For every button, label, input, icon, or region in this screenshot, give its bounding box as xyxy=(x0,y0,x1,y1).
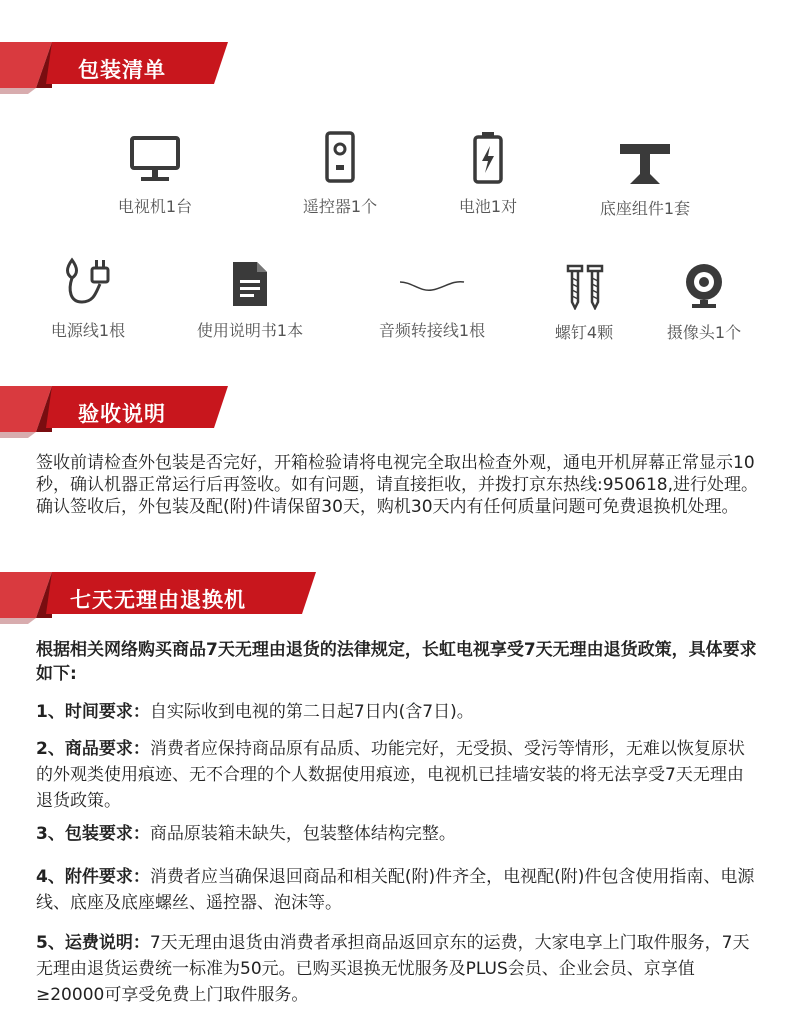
packing-item-label: 电视机1台 xyxy=(117,197,193,216)
packing-item-manual xyxy=(182,260,318,341)
section-banner-returns xyxy=(0,572,320,628)
return-rule-packaging xyxy=(36,822,760,846)
inspection-text: 签收前请检查外包装是否完好，开箱检验请将电视完全取出检查外观，通电开机屏幕正常显示10秒，确认机器正常运行后再签收。如有问题，请直接拒收，并拨打京东热线:950618,进行处理。确认签收后，外包装及配(附)件请保留30天，购机30天内有任何质量问题可免费退换机处理。 xyxy=(36,453,759,517)
rule-title: 4、附件要求： xyxy=(36,867,150,887)
packing-item-label: 遥控器1个 xyxy=(302,197,378,216)
packing-item-screws xyxy=(530,262,638,343)
section-banner-packing xyxy=(0,42,230,98)
packing-item-remote xyxy=(280,130,400,217)
section-title: 验收说明 xyxy=(78,402,166,426)
return-rule-product xyxy=(36,736,760,814)
rule-text: 商品原装箱未缺失，包装整体结构完整。 xyxy=(149,824,456,844)
packing-item-power-cord xyxy=(30,256,146,341)
section-title: 七天无理由退换机 xyxy=(70,588,246,612)
packing-item-label: 摄像头1个 xyxy=(666,323,742,342)
stand-icon xyxy=(616,138,674,186)
return-rule-time xyxy=(36,700,760,724)
battery-icon xyxy=(470,130,506,184)
rule-text: 消费者应保持商品原有品质、功能完好，无受损、受污等情形，无难以恢复原状的外观类使用痕迹、无不合理的个人数据使用痕迹，电视机已挂墙安装的将无法享受7天无理由退货政策。 xyxy=(36,739,745,811)
return-rule-shipping xyxy=(36,930,760,1008)
packing-item-tv xyxy=(95,134,215,217)
rule-title: 1、时间要求： xyxy=(36,702,150,722)
remote-icon xyxy=(323,130,357,184)
rule-title: 5、运费说明： xyxy=(36,933,150,953)
power-cord-icon xyxy=(60,256,116,308)
section-title: 包装清单 xyxy=(78,58,166,82)
camera-icon xyxy=(681,260,727,310)
returns-intro xyxy=(36,638,760,686)
audio-cable-icon xyxy=(396,262,468,308)
return-rule-accessories xyxy=(36,864,760,916)
packing-item-battery xyxy=(430,130,546,217)
packing-item-label: 音频转接线1根 xyxy=(378,321,486,340)
packing-item-label: 电池1对 xyxy=(458,197,518,216)
section-banner-inspection xyxy=(0,386,230,442)
returns-intro-text: 根据相关网络购买商品7天无理由退货的法律规定，长虹电视享受7天无理由退货政策，具体要求如下: xyxy=(36,640,757,684)
packing-item-label: 电源线1根 xyxy=(50,321,126,340)
rule-text: 自实际收到电视的第二日起7日内(含7日)。 xyxy=(149,702,474,722)
rule-title: 3、包装要求： xyxy=(36,824,150,844)
packing-item-label: 螺钉4颗 xyxy=(554,323,614,342)
tv-icon xyxy=(129,134,181,184)
rule-text: 7天无理由退货由消费者承担商品返回京东的运费，大家电享上门取件服务，7天无理由退货运费统一标准为50元。已购买退换无忧服务及PLUS会员、企业会员、京享值≥20000可享受免费上门取件服务。 xyxy=(36,933,750,1005)
packing-item-label: 底座组件1套 xyxy=(599,199,691,218)
rule-title: 2、商品要求： xyxy=(36,739,150,759)
rule-text: 消费者应当确保退回商品和相关配(附)件齐全，电视配(附)件包含使用指南、电源线、底座及底座螺丝、遥控器、泡沫等。 xyxy=(36,867,755,913)
packing-item-label: 使用说明书1本 xyxy=(196,321,304,340)
packing-item-stand xyxy=(585,138,705,219)
screws-icon xyxy=(562,262,606,310)
packing-item-audio-cable xyxy=(358,262,506,341)
packing-item-camera xyxy=(652,260,756,343)
manual-icon xyxy=(231,260,269,308)
